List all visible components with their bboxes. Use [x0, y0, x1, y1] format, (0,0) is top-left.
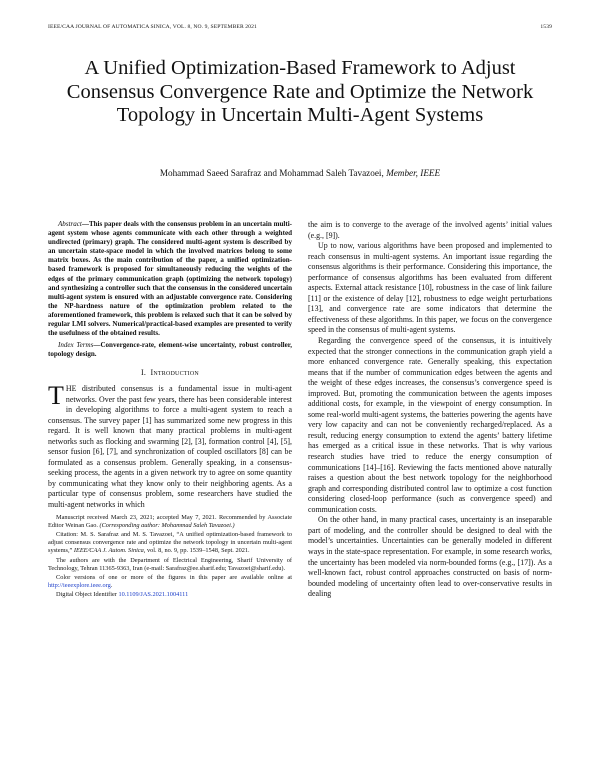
footnote-received: Manuscript received March 23, 2021; accepted May 7, 2021. Recommended by Associate Editor Weinan Gao. (Corresponding author: Mohammad Saleh Tavazoei.): [48, 513, 292, 529]
body-paragraph-3: On the other hand, in many practical cases, uncertainty is an inseparable part of modeling, and the controller should be designed to deal with the model’s uncertainties. Uncertainties can be generally modeled in different ways in the state-space representation. For example, in some research works, the uncertainty has been modeled via norm-bounded forms (e.g., [17]). As a well-known fact, robust control approaches constructed on basis of norm-bounded modeling of uncertainty often lead to over-conservative results in dealing: [308, 515, 552, 599]
intro-text: HE distributed consensus is a fundamental issue in multi-agent networks. Over the past few years, there has been considerable interest in developing algorithms to force a multi-agent system to reach a consensus. The survey paper [1] has summarized some new progress in this regard. It is well known that many practical problems in multi-agent networks such as flocking and swarming [2], [3], formation control [4], [5], sensor fusion [6], [7], and synchronization of coupled oscillators [8] can be formulated as a consensus problem. Generally speaking, in a consensus-seeking process, the agents in a given network try to agree on some quantity by communicating what they know only to their neighboring agents. As a particular type of consensus problem, some researchers have studied the multi-agent networks in which: [48, 383, 292, 509]
section-number: I.: [141, 368, 147, 378]
section-heading: [48, 368, 292, 379]
author-names: Mohammad Saeed Sarafraz and Mohammad Saleh Tavazoei,: [159, 168, 384, 178]
abstract-label: Abstract: [58, 220, 82, 228]
footnote-corresponding: (Corresponding author: Mohammad Saleh Tavazoei.): [99, 521, 235, 529]
right-column: [308, 220, 552, 600]
index-terms-label: Index Terms: [58, 341, 94, 350]
page-number: 1539: [540, 24, 552, 30]
footnote-doi: Digital Object Identifier 10.1109/JAS.2021.1004111: [56, 591, 189, 599]
abstract: [48, 220, 292, 338]
abstract-text: —This paper deals with the consensus problem in an uncertain multi-agent system whose agents communicate with each other through a weighted undirected (primary) graph. The considered multi-agent system is described by an uncertain state-space model in which the involved matrices belong to some matrix boxes. As the main contribution of the paper, a unified optimization-based framework is proposed for simultaneously reducing the weights of the edges of the primary communication graph (optimizing the network topology) and synthesizing a controller such that the consensus in the considered uncertain multi-agent system is ensured with an adjustable convergence rate. Considering the NP-hardness nature of the optimization problem related to the aforementioned framework, this problem is relaxed such that it can be solved by regular LMI solvers. Numerical/practical-based examples are presented to verify the usefulness of the obtained results.: [48, 220, 292, 338]
footnotes: [48, 514, 292, 600]
footnote-color: Color versions of one or more of the figures in this paper are available online at http://ieeexplore.ieee.org.: [48, 573, 292, 590]
footnote-citation: Citation: M. S. Sarafraz and M. S. Tavazoei, “A unified optimization-based framework to adjust consensus convergence rate and optimize the network topology in uncertain multi-agent systems,” IEEE/CAA J. Autom. Sinica, vol. 8, no. 9, pp. 1539–1548, Sept. 2021.: [48, 530, 292, 555]
running-header: [48, 24, 552, 34]
drop-cap: T: [48, 380, 64, 410]
doi-link[interactable]: 10.1109/JAS.2021.1004111: [118, 591, 189, 599]
footnote-affiliation: The authors are with the Department of Electrical Engineering, Sharif University of Technology, Tehran 11365-9363, Iran (e-mail: Sarafraz@ee.sharif.edu; Tavazoei@sharif.edu).: [48, 556, 292, 572]
section-title: Introduction: [150, 368, 199, 378]
body-paragraph-0: the aim is to converge to the average of the involved agents’ initial values (e.g., [9]).: [308, 220, 552, 240]
intro-paragraph: [48, 380, 292, 511]
left-column: [48, 220, 292, 600]
author-membership: Member, IEEE: [386, 168, 441, 178]
author-line: [40, 168, 560, 178]
body-paragraph-2: Regarding the convergence speed of the consensus, it is intuitively expected that the stronger connections in the communication graph yield a more enhanced convergence rate. Generally speaking, this expectation means that if the number of communication edges between the agents and the weight of these edges increases, the consensus’s convergence speed is improved. But, promoting the communication between the agents imposes additional costs, for example, in the viewpoint of energy consumption. In some real-world multi-agent systems, the batteries powering the agents have very low capacity and can not be conveniently recharged/replaced. As a result, reducing energy consumption to extend the agents’ battery lifetime has emerged as a critical issue in these networks. That is why various research studies have tried to reduce the energy consumption of communications [14]–[16]. Reviewing the facts mentioned above naturally raises a question about the best network topology for the neighborhood graph and corresponding distributed control law to optimize a cost function considering closed-loop performance (such as convergence speed) and communication costs.: [308, 336, 552, 514]
ieeexplore-link[interactable]: http://ieeexplore.ieee.org: [48, 582, 111, 590]
paper-title: A Unified Optimization-Based Framework to Adjust Consensus Convergence Rate and Optimize the Network Topology in Uncertain Multi-Agent Systems: [66, 57, 534, 127]
body-paragraph-1: Up to now, various algorithms have been proposed and implemented to reach consensus in multi-agent systems. An important issue regarding the consensus algorithms is their performance. Considering this importance, the performance of consensus algorithms has been evaluated from different aspects. External attack resistance [10], robustness in the case of link failure [11] or the existence of delay [12], robustness to edge weight perturbations [13], and convergence rate are some indicators that determine the effectiveness of these algorithms. In this paper, we focus on the convergence speed in the consensus of multi-agent systems.: [308, 241, 552, 335]
index-terms-text: —Convergence-rate, element-wise uncertainty, robust controller, topology design.: [48, 341, 292, 359]
journal-name: IEEE/CAA JOURNAL OF AUTOMATICA SINICA, VOL. 8, NO. 9, SEPTEMBER 2021: [48, 24, 257, 30]
index-terms: [48, 341, 292, 359]
